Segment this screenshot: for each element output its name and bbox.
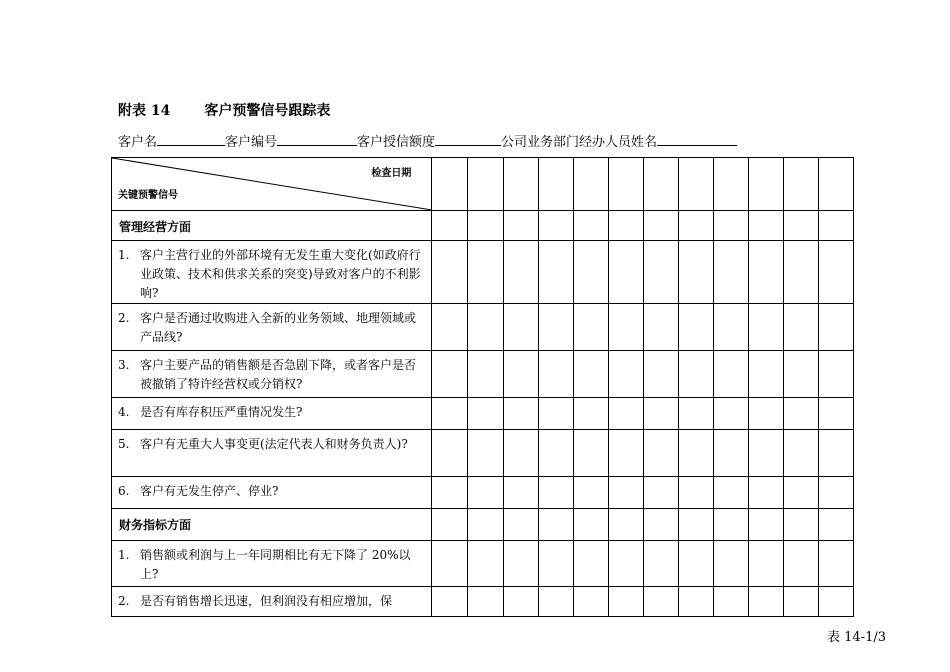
check-date-header: 检查日期: [371, 168, 412, 179]
check-cell[interactable]: [818, 541, 853, 587]
check-cell[interactable]: [538, 587, 573, 617]
check-cell[interactable]: [678, 541, 713, 587]
check-cell[interactable]: [783, 587, 818, 617]
check-cell[interactable]: [538, 351, 573, 398]
check-cell[interactable]: [608, 587, 643, 617]
item-text: 客户主要产品的销售额是否急剧下降，或者客户是否被撤销了特许经营权或分销权?: [140, 358, 417, 391]
check-cell[interactable]: [468, 241, 503, 304]
check-cell[interactable]: [748, 430, 783, 477]
date-cell[interactable]: [748, 158, 783, 211]
check-cell[interactable]: [468, 304, 503, 351]
check-cell[interactable]: [538, 304, 573, 351]
check-cell[interactable]: [748, 541, 783, 587]
check-cell[interactable]: [432, 541, 468, 587]
check-cell[interactable]: [818, 241, 853, 304]
check-cell[interactable]: [538, 211, 573, 241]
check-cell[interactable]: [783, 398, 818, 430]
date-cell[interactable]: [818, 158, 853, 211]
check-cell[interactable]: [503, 587, 538, 617]
check-cell[interactable]: [713, 211, 748, 241]
item-text: 客户有无发生停产、停业?: [140, 484, 279, 498]
signal-question: [112, 587, 432, 617]
check-cell[interactable]: [503, 477, 538, 509]
check-cell[interactable]: [818, 509, 853, 541]
check-cell[interactable]: [713, 351, 748, 398]
check-cell[interactable]: [538, 541, 573, 587]
check-cell[interactable]: [503, 304, 538, 351]
check-cell[interactable]: [573, 477, 608, 509]
check-cell[interactable]: [643, 509, 678, 541]
check-cell[interactable]: [643, 241, 678, 304]
item-number: 4.: [118, 405, 130, 419]
customer-name-label: 客户名: [118, 135, 158, 150]
check-cell[interactable]: [643, 351, 678, 398]
check-cell[interactable]: [643, 541, 678, 587]
check-cell[interactable]: [748, 351, 783, 398]
check-cell[interactable]: [643, 398, 678, 430]
check-cell[interactable]: [713, 430, 748, 477]
check-cell[interactable]: [432, 398, 468, 430]
check-cell[interactable]: [608, 304, 643, 351]
item-text: 是否有销售增长迅速，但利润没有相应增加，保: [140, 594, 393, 608]
date-cell[interactable]: [503, 158, 538, 211]
check-cell[interactable]: [783, 509, 818, 541]
check-cell[interactable]: [538, 477, 573, 509]
check-cell[interactable]: [468, 477, 503, 509]
check-cell[interactable]: [608, 509, 643, 541]
item-number: 5.: [118, 437, 130, 451]
table-row: [112, 430, 854, 477]
check-cell[interactable]: [573, 351, 608, 398]
date-cell[interactable]: [573, 158, 608, 211]
check-cell[interactable]: [432, 430, 468, 477]
check-cell[interactable]: [503, 398, 538, 430]
credit-limit-label: 客户授信额度: [357, 135, 436, 150]
section-title: 管理经营方面: [112, 211, 432, 241]
check-cell[interactable]: [678, 398, 713, 430]
check-cell[interactable]: [678, 351, 713, 398]
signal-question: [112, 398, 432, 430]
check-cell[interactable]: [678, 587, 713, 617]
table-row: [112, 304, 854, 351]
item-number: 2.: [118, 594, 130, 608]
handler-label: 公司业务部门经办人员姓名: [501, 135, 658, 150]
date-cell[interactable]: [608, 158, 643, 211]
item-number: 6.: [118, 484, 130, 498]
check-cell[interactable]: [468, 509, 503, 541]
appendix-label: 附表 14: [118, 103, 171, 119]
date-cell[interactable]: [713, 158, 748, 211]
check-cell[interactable]: [468, 211, 503, 241]
item-text: 销售额或利润与上一年同期相比有无下降了 20%以上?: [140, 548, 411, 581]
check-cell[interactable]: [818, 211, 853, 241]
credit-limit-field[interactable]: [435, 134, 501, 146]
check-cell[interactable]: [748, 398, 783, 430]
check-cell[interactable]: [818, 398, 853, 430]
check-cell[interactable]: [818, 351, 853, 398]
item-text: 客户是否通过收购进入全新的业务领域、地理领域或产品线?: [140, 311, 417, 344]
check-cell[interactable]: [643, 304, 678, 351]
check-cell[interactable]: [713, 241, 748, 304]
check-cell[interactable]: [713, 398, 748, 430]
check-cell[interactable]: [468, 587, 503, 617]
check-cell[interactable]: [538, 509, 573, 541]
check-cell[interactable]: [573, 398, 608, 430]
date-cell[interactable]: [643, 158, 678, 211]
item-number: 3.: [118, 358, 130, 372]
check-cell[interactable]: [678, 509, 713, 541]
handler-name-field[interactable]: [657, 134, 737, 146]
check-cell[interactable]: [538, 398, 573, 430]
check-cell[interactable]: [432, 509, 468, 541]
form-name: 客户预警信号跟踪表: [204, 103, 331, 119]
check-cell[interactable]: [783, 211, 818, 241]
date-cell[interactable]: [468, 158, 503, 211]
check-cell[interactable]: [538, 430, 573, 477]
check-cell[interactable]: [432, 211, 468, 241]
check-cell[interactable]: [468, 541, 503, 587]
check-cell[interactable]: [783, 304, 818, 351]
signal-question: [112, 430, 432, 477]
check-cell[interactable]: [818, 587, 853, 617]
signal-question: [112, 477, 432, 509]
section-row: [112, 211, 854, 241]
check-cell[interactable]: [608, 398, 643, 430]
check-cell[interactable]: [748, 211, 783, 241]
check-cell[interactable]: [713, 477, 748, 509]
check-cell[interactable]: [818, 477, 853, 509]
item-text: 客户主营行业的外部环境有无发生重大变化(如政府行业政策、技术和供求关系的突变)导致对客户的不利影响?: [140, 248, 421, 300]
date-cell[interactable]: [538, 158, 573, 211]
item-number: 1.: [118, 248, 130, 262]
check-cell[interactable]: [503, 351, 538, 398]
check-cell[interactable]: [468, 398, 503, 430]
item-number: 1.: [118, 548, 130, 562]
check-cell[interactable]: [783, 430, 818, 477]
check-cell[interactable]: [503, 509, 538, 541]
date-cell[interactable]: [432, 158, 468, 211]
check-cell[interactable]: [643, 211, 678, 241]
check-cell[interactable]: [573, 430, 608, 477]
check-cell[interactable]: [608, 351, 643, 398]
signal-question: [112, 541, 432, 587]
check-cell[interactable]: [678, 241, 713, 304]
check-cell[interactable]: [503, 430, 538, 477]
check-cell[interactable]: [713, 304, 748, 351]
customer-number-field[interactable]: [277, 134, 357, 146]
check-cell[interactable]: [643, 477, 678, 509]
signal-question: [112, 304, 432, 351]
check-cell[interactable]: [678, 211, 713, 241]
check-cell[interactable]: [678, 430, 713, 477]
table-row: [112, 351, 854, 398]
check-cell[interactable]: [573, 509, 608, 541]
check-cell[interactable]: [678, 304, 713, 351]
table-row: [112, 241, 854, 304]
customer-number-label: 客户编号: [225, 135, 278, 150]
check-cell[interactable]: [608, 211, 643, 241]
check-cell[interactable]: [503, 241, 538, 304]
check-cell[interactable]: [748, 477, 783, 509]
check-cell[interactable]: [783, 541, 818, 587]
signal-question: [112, 351, 432, 398]
table-row: [112, 398, 854, 430]
check-cell[interactable]: [608, 430, 643, 477]
check-cell[interactable]: [643, 430, 678, 477]
customer-name-field[interactable]: [157, 134, 225, 146]
check-cell[interactable]: [468, 430, 503, 477]
check-cell[interactable]: [573, 211, 608, 241]
check-cell[interactable]: [468, 351, 503, 398]
check-cell[interactable]: [573, 304, 608, 351]
check-cell[interactable]: [748, 509, 783, 541]
check-cell[interactable]: [713, 541, 748, 587]
check-cell[interactable]: [818, 430, 853, 477]
check-cell[interactable]: [432, 587, 468, 617]
diagonal-header-cell: [112, 158, 432, 211]
check-cell[interactable]: [503, 211, 538, 241]
check-cell[interactable]: [608, 541, 643, 587]
check-cell[interactable]: [432, 477, 468, 509]
check-cell[interactable]: [748, 587, 783, 617]
check-cell[interactable]: [713, 509, 748, 541]
check-cell[interactable]: [432, 304, 468, 351]
signal-question: [112, 241, 432, 304]
page-footer: 表 14-1/3: [827, 630, 886, 645]
check-cell[interactable]: [573, 587, 608, 617]
key-signal-header: 关键预警信号: [118, 190, 178, 201]
form-title: [118, 100, 330, 120]
check-cell[interactable]: [432, 241, 468, 304]
check-cell[interactable]: [783, 241, 818, 304]
check-cell[interactable]: [432, 351, 468, 398]
check-cell[interactable]: [818, 304, 853, 351]
item-text: 是否有库存积压严重情况发生?: [140, 405, 303, 419]
check-cell[interactable]: [608, 241, 643, 304]
check-cell[interactable]: [783, 477, 818, 509]
table-row: [112, 477, 854, 509]
check-cell[interactable]: [538, 241, 573, 304]
check-cell[interactable]: [573, 541, 608, 587]
date-cell[interactable]: [783, 158, 818, 211]
item-number: 2.: [118, 311, 130, 325]
warning-signal-table: [111, 157, 854, 617]
check-cell[interactable]: [748, 241, 783, 304]
table-row: [112, 541, 854, 587]
check-cell[interactable]: [713, 587, 748, 617]
header-row: [112, 158, 854, 211]
date-cell[interactable]: [678, 158, 713, 211]
check-cell[interactable]: [783, 351, 818, 398]
customer-info-line: [118, 131, 737, 150]
table-row: [112, 587, 854, 617]
item-text: 客户有无重大人事变更(法定代表人和财务负责人)?: [140, 437, 408, 451]
check-cell[interactable]: [748, 304, 783, 351]
check-cell[interactable]: [643, 587, 678, 617]
check-cell[interactable]: [573, 241, 608, 304]
check-cell[interactable]: [503, 541, 538, 587]
section-row: [112, 509, 854, 541]
check-cell[interactable]: [678, 477, 713, 509]
check-cell[interactable]: [608, 477, 643, 509]
section-title: 财务指标方面: [112, 509, 432, 541]
